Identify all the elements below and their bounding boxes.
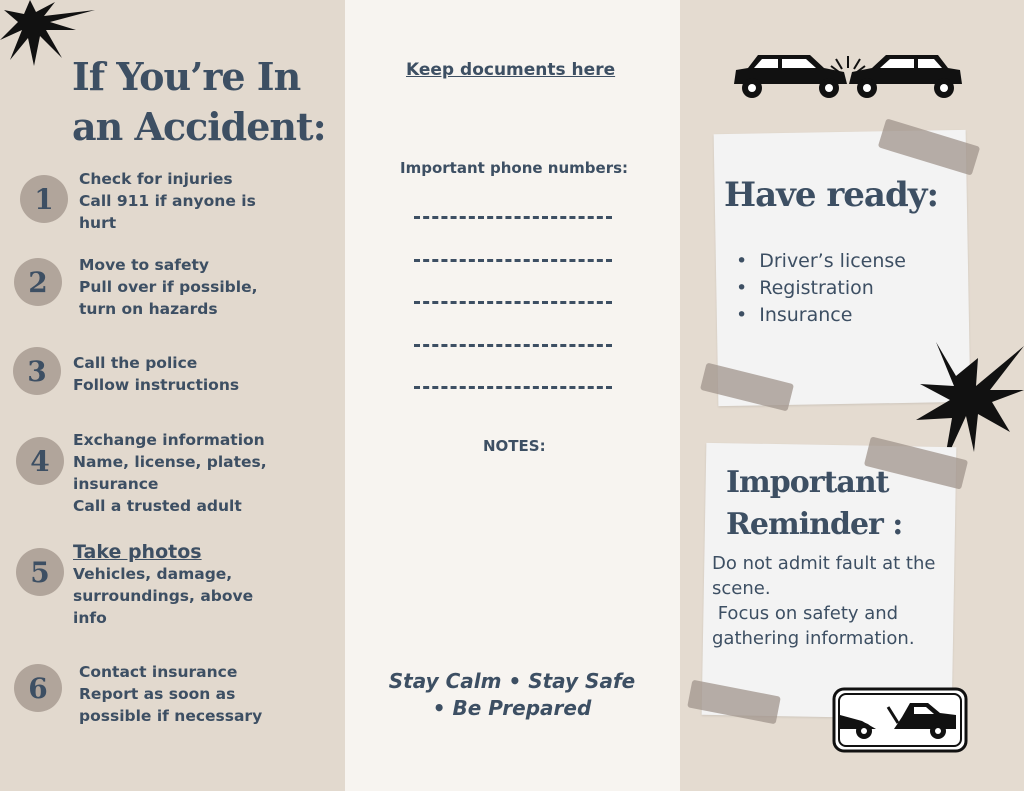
step-4-number: 4	[16, 437, 64, 485]
step-2-line: turn on hazards	[79, 300, 218, 318]
tagline	[380, 668, 644, 722]
step-1-line: Call 911 if anyone is	[79, 192, 256, 210]
phone-numbers-heading: Important phone numbers:	[400, 159, 629, 177]
tagline-line-1: Stay Calm • Stay Safe	[388, 669, 636, 693]
step-3-line: Call the police	[73, 354, 198, 372]
step-1-number: 1	[20, 175, 68, 223]
step-2-text	[79, 254, 258, 320]
list-item: • Driver’s license	[736, 248, 906, 275]
step-1-text	[79, 168, 256, 234]
step-4-line: Call a trusted adult	[73, 497, 242, 515]
keep-documents-link[interactable]: Keep documents here	[406, 60, 616, 80]
step-4-line: Exchange information	[73, 431, 265, 449]
phone-line	[414, 386, 612, 389]
step-2-line: Move to safety	[79, 256, 209, 274]
step-3-number: 3	[13, 347, 61, 395]
have-ready-heading: Have ready:	[724, 175, 939, 215]
step-2-line: Pull over if possible,	[79, 278, 258, 296]
step-4-line: insurance	[73, 475, 159, 493]
phone-line	[414, 344, 612, 347]
tagline-line-2: • Be Prepared	[432, 696, 592, 720]
page-title	[72, 52, 326, 152]
step-1-line: Check for injuries	[79, 170, 233, 188]
reminder-heading	[726, 462, 902, 546]
step-6-line: Report as soon as	[79, 685, 236, 703]
step-5-text	[73, 541, 253, 629]
reminder-heading-line-2: Reminder :	[726, 507, 903, 542]
phone-line	[414, 259, 612, 262]
reminder-line: Do not admit fault at the	[712, 553, 936, 574]
step-6-line: possible if necessary	[79, 707, 263, 725]
step-3-line: Follow instructions	[73, 376, 240, 394]
step-6-line: Contact insurance	[79, 663, 238, 681]
step-5-line: Vehicles, damage,	[73, 565, 233, 583]
reminder-line: scene.	[712, 578, 771, 599]
list-item: • Registration	[736, 275, 906, 302]
step-5-line: surroundings, above	[73, 587, 254, 605]
step-4-line: Name, license, plates,	[73, 453, 267, 471]
phone-line	[414, 301, 612, 304]
list-item: • Insurance	[736, 302, 906, 329]
reminder-text	[712, 551, 952, 651]
phone-line	[414, 216, 612, 219]
car-crash-icon	[732, 50, 964, 100]
title-line-1: If You’re In	[72, 54, 301, 99]
tow-truck-icon	[832, 687, 968, 753]
title-line-2: an Accident:	[72, 104, 326, 149]
step-5-line: info	[73, 609, 107, 627]
reminder-line: gathering information.	[712, 628, 915, 649]
step-5-number: 5	[16, 548, 64, 596]
step-2-number: 2	[14, 258, 62, 306]
step-1-line: hurt	[79, 214, 117, 232]
step-4-text	[73, 429, 267, 517]
notes-heading: NOTES:	[483, 437, 546, 455]
step-6-number: 6	[14, 664, 62, 712]
step-5-heading: Take photos	[73, 541, 202, 563]
have-ready-list	[736, 248, 906, 329]
reminder-line: Focus on safety and	[712, 603, 899, 624]
step-6-text	[79, 661, 262, 727]
step-3-text	[73, 352, 239, 396]
reminder-heading-line-1: Important	[726, 465, 889, 500]
